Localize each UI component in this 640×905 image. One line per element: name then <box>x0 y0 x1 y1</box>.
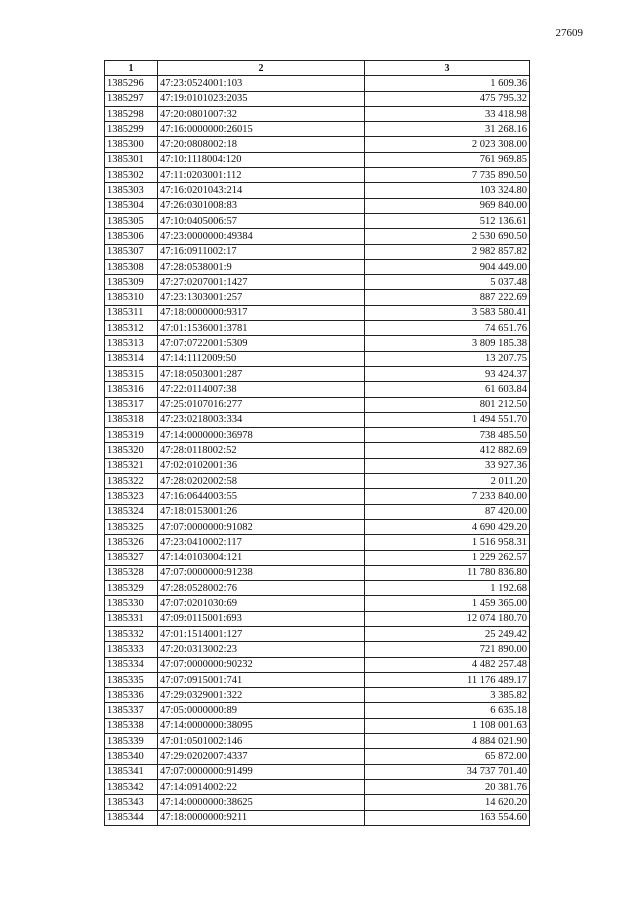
row-number-cell: 1385331 <box>105 611 158 626</box>
table-row <box>105 458 530 473</box>
table-row <box>105 779 530 794</box>
table-row <box>105 305 530 320</box>
value-cell: 25 249.42 <box>365 626 530 641</box>
table-row <box>105 764 530 779</box>
table-row <box>105 183 530 198</box>
value-cell: 65 872.00 <box>365 749 530 764</box>
row-number-cell: 1385300 <box>105 137 158 152</box>
table-row <box>105 443 530 458</box>
cadastral-id-cell: 47:14:0000000:36978 <box>158 428 365 443</box>
row-number-cell: 1385316 <box>105 382 158 397</box>
cadastral-id-cell: 47:18:0153001:26 <box>158 504 365 519</box>
table-row <box>105 336 530 351</box>
cadastral-id-cell: 47:05:0000000:89 <box>158 703 365 718</box>
value-cell: 3 583 580.41 <box>365 305 530 320</box>
row-number-cell: 1385303 <box>105 183 158 198</box>
value-cell: 887 222.69 <box>365 290 530 305</box>
cadastral-id-cell: 47:01:0501002:146 <box>158 734 365 749</box>
table-row <box>105 535 530 550</box>
table-row <box>105 672 530 687</box>
value-cell: 721 890.00 <box>365 642 530 657</box>
table-row <box>105 504 530 519</box>
table-row <box>105 106 530 121</box>
value-cell: 2 530 690.50 <box>365 229 530 244</box>
cadastral-id-cell: 47:11:0203001:112 <box>158 168 365 183</box>
table-row <box>105 688 530 703</box>
table-row <box>105 657 530 672</box>
value-cell: 2 011.20 <box>365 474 530 489</box>
table-row <box>105 397 530 412</box>
table-row <box>105 550 530 565</box>
cadastral-id-cell: 47:20:0313002:23 <box>158 642 365 657</box>
row-number-cell: 1385311 <box>105 305 158 320</box>
row-number-cell: 1385334 <box>105 657 158 672</box>
cadastral-id-cell: 47:14:0000000:38625 <box>158 795 365 810</box>
row-number-cell: 1385320 <box>105 443 158 458</box>
value-cell: 904 449.00 <box>365 259 530 274</box>
cadastral-id-cell: 47:07:0000000:91499 <box>158 764 365 779</box>
value-cell: 31 268.16 <box>365 122 530 137</box>
row-number-cell: 1385340 <box>105 749 158 764</box>
cadastral-id-cell: 47:29:0329001:322 <box>158 688 365 703</box>
cadastral-value-table <box>104 60 530 826</box>
table-row <box>105 428 530 443</box>
cadastral-id-cell: 47:25:0107016:277 <box>158 397 365 412</box>
row-number-cell: 1385298 <box>105 106 158 121</box>
table-row <box>105 382 530 397</box>
cadastral-id-cell: 47:28:0538001:9 <box>158 259 365 274</box>
value-cell: 3 809 185.38 <box>365 336 530 351</box>
value-cell: 738 485.50 <box>365 428 530 443</box>
row-number-cell: 1385299 <box>105 122 158 137</box>
row-number-cell: 1385333 <box>105 642 158 657</box>
value-cell: 61 603.84 <box>365 382 530 397</box>
cadastral-id-cell: 47:16:0644003:55 <box>158 489 365 504</box>
row-number-cell: 1385337 <box>105 703 158 718</box>
value-cell: 1 516 958.31 <box>365 535 530 550</box>
cadastral-id-cell: 47:28:0528002:76 <box>158 581 365 596</box>
row-number-cell: 1385329 <box>105 581 158 596</box>
column-header-value: 3 <box>365 61 530 76</box>
cadastral-id-cell: 47:16:0911002:17 <box>158 244 365 259</box>
cadastral-id-cell: 47:14:0914002:22 <box>158 779 365 794</box>
row-number-cell: 1385297 <box>105 91 158 106</box>
cadastral-id-cell: 47:01:1514001:127 <box>158 626 365 641</box>
value-cell: 4 690 429.20 <box>365 519 530 534</box>
table-row <box>105 474 530 489</box>
cadastral-id-cell: 47:20:0808002:18 <box>158 137 365 152</box>
cadastral-id-cell: 47:10:1118004:120 <box>158 152 365 167</box>
table-row <box>105 810 530 825</box>
row-number-cell: 1385327 <box>105 550 158 565</box>
table-row <box>105 168 530 183</box>
value-cell: 1 459 365.00 <box>365 596 530 611</box>
table-row <box>105 626 530 641</box>
value-cell: 4 482 257.48 <box>365 657 530 672</box>
value-cell: 87 420.00 <box>365 504 530 519</box>
row-number-cell: 1385338 <box>105 718 158 733</box>
cadastral-id-cell: 47:26:0301008:83 <box>158 198 365 213</box>
cadastral-id-cell: 47:07:0201030:69 <box>158 596 365 611</box>
row-number-cell: 1385343 <box>105 795 158 810</box>
row-number-cell: 1385341 <box>105 764 158 779</box>
cadastral-id-cell: 47:16:0000000:26015 <box>158 122 365 137</box>
value-cell: 93 424.37 <box>365 366 530 381</box>
cadastral-id-cell: 47:27:0207001:1427 <box>158 275 365 290</box>
row-number-cell: 1385315 <box>105 366 158 381</box>
row-number-cell: 1385319 <box>105 428 158 443</box>
value-cell: 34 737 701.40 <box>365 764 530 779</box>
row-number-cell: 1385306 <box>105 229 158 244</box>
value-cell: 1 108 001.63 <box>365 718 530 733</box>
row-number-cell: 1385325 <box>105 519 158 534</box>
cadastral-id-cell: 47:22:0114007:38 <box>158 382 365 397</box>
cadastral-id-cell: 47:23:0410002:117 <box>158 535 365 550</box>
cadastral-id-cell: 47:20:0801007:32 <box>158 106 365 121</box>
cadastral-id-cell: 47:07:0722001:5309 <box>158 336 365 351</box>
cadastral-id-cell: 47:16:0201043:214 <box>158 183 365 198</box>
table-row <box>105 581 530 596</box>
table-row <box>105 596 530 611</box>
table-row <box>105 244 530 259</box>
cadastral-id-cell: 47:14:0000000:38095 <box>158 718 365 733</box>
table-row <box>105 565 530 580</box>
table-row <box>105 137 530 152</box>
cadastral-id-cell: 47:14:0103004:121 <box>158 550 365 565</box>
table-row <box>105 734 530 749</box>
table-row <box>105 412 530 427</box>
table-row <box>105 366 530 381</box>
row-number-cell: 1385313 <box>105 336 158 351</box>
cadastral-id-cell: 47:18:0503001:287 <box>158 366 365 381</box>
row-number-cell: 1385322 <box>105 474 158 489</box>
row-number-cell: 1385328 <box>105 565 158 580</box>
page-number: 27609 <box>555 27 583 39</box>
table-row <box>105 718 530 733</box>
table-row <box>105 213 530 228</box>
cadastral-id-cell: 47:23:1303001:257 <box>158 290 365 305</box>
table-row <box>105 91 530 106</box>
cadastral-id-cell: 47:07:0000000:91082 <box>158 519 365 534</box>
row-number-cell: 1385296 <box>105 76 158 91</box>
cadastral-id-cell: 47:28:0118002:52 <box>158 443 365 458</box>
row-number-cell: 1385330 <box>105 596 158 611</box>
row-number-cell: 1385301 <box>105 152 158 167</box>
row-number-cell: 1385302 <box>105 168 158 183</box>
cadastral-id-cell: 47:19:0101023:2035 <box>158 91 365 106</box>
cadastral-id-cell: 47:07:0915001:741 <box>158 672 365 687</box>
value-cell: 512 136.61 <box>365 213 530 228</box>
table-row <box>105 76 530 91</box>
table-row <box>105 275 530 290</box>
cadastral-id-cell: 47:07:0000000:91238 <box>158 565 365 580</box>
value-cell: 801 212.50 <box>365 397 530 412</box>
table-row <box>105 519 530 534</box>
row-number-cell: 1385312 <box>105 321 158 336</box>
value-cell: 33 927.36 <box>365 458 530 473</box>
table-row <box>105 122 530 137</box>
value-cell: 3 385.82 <box>365 688 530 703</box>
value-cell: 1 494 551.70 <box>365 412 530 427</box>
table-row <box>105 290 530 305</box>
table-row <box>105 795 530 810</box>
value-cell: 74 651.76 <box>365 321 530 336</box>
value-cell: 2 023 308.00 <box>365 137 530 152</box>
cadastral-id-cell: 47:23:0000000:49384 <box>158 229 365 244</box>
value-cell: 761 969.85 <box>365 152 530 167</box>
table-header-row <box>105 61 530 76</box>
value-cell: 7 233 840.00 <box>365 489 530 504</box>
value-cell: 33 418.98 <box>365 106 530 121</box>
cadastral-id-cell: 47:18:0000000:9317 <box>158 305 365 320</box>
cadastral-id-cell: 47:02:0102001:36 <box>158 458 365 473</box>
value-cell: 1 229 262.57 <box>365 550 530 565</box>
cadastral-id-cell: 47:23:0524001:103 <box>158 76 365 91</box>
row-number-cell: 1385308 <box>105 259 158 274</box>
table-row <box>105 351 530 366</box>
table-row <box>105 703 530 718</box>
value-cell: 20 381.76 <box>365 779 530 794</box>
row-number-cell: 1385318 <box>105 412 158 427</box>
value-cell: 2 982 857.82 <box>365 244 530 259</box>
row-number-cell: 1385344 <box>105 810 158 825</box>
row-number-cell: 1385323 <box>105 489 158 504</box>
table-row <box>105 642 530 657</box>
value-cell: 14 620.20 <box>365 795 530 810</box>
value-cell: 11 176 489.17 <box>365 672 530 687</box>
row-number-cell: 1385332 <box>105 626 158 641</box>
row-number-cell: 1385307 <box>105 244 158 259</box>
cadastral-id-cell: 47:23:0218003:334 <box>158 412 365 427</box>
cadastral-id-cell: 47:10:0405006:57 <box>158 213 365 228</box>
row-number-cell: 1385305 <box>105 213 158 228</box>
cadastral-id-cell: 47:09:0115001:693 <box>158 611 365 626</box>
value-cell: 13 207.75 <box>365 351 530 366</box>
cadastral-id-cell: 47:01:1536001:3781 <box>158 321 365 336</box>
value-cell: 103 324.80 <box>365 183 530 198</box>
value-cell: 475 795.32 <box>365 91 530 106</box>
table-row <box>105 229 530 244</box>
row-number-cell: 1385342 <box>105 779 158 794</box>
column-header-cadastral-id: 2 <box>158 61 365 76</box>
table-row <box>105 259 530 274</box>
table-row <box>105 198 530 213</box>
value-cell: 163 554.60 <box>365 810 530 825</box>
table-row <box>105 321 530 336</box>
cadastral-id-cell: 47:07:0000000:90232 <box>158 657 365 672</box>
row-number-cell: 1385317 <box>105 397 158 412</box>
table-row <box>105 152 530 167</box>
cadastral-id-cell: 47:18:0000000:9211 <box>158 810 365 825</box>
table-row <box>105 611 530 626</box>
table-row <box>105 489 530 504</box>
value-cell: 6 635.18 <box>365 703 530 718</box>
value-cell: 412 882.69 <box>365 443 530 458</box>
value-cell: 969 840.00 <box>365 198 530 213</box>
column-header-number: 1 <box>105 61 158 76</box>
value-cell: 11 780 836.80 <box>365 565 530 580</box>
value-cell: 1 609.36 <box>365 76 530 91</box>
row-number-cell: 1385309 <box>105 275 158 290</box>
row-number-cell: 1385314 <box>105 351 158 366</box>
row-number-cell: 1385339 <box>105 734 158 749</box>
cadastral-id-cell: 47:14:1112009:50 <box>158 351 365 366</box>
row-number-cell: 1385326 <box>105 535 158 550</box>
row-number-cell: 1385310 <box>105 290 158 305</box>
value-cell: 4 884 021.90 <box>365 734 530 749</box>
row-number-cell: 1385304 <box>105 198 158 213</box>
row-number-cell: 1385336 <box>105 688 158 703</box>
row-number-cell: 1385324 <box>105 504 158 519</box>
cadastral-id-cell: 47:28:0202002:58 <box>158 474 365 489</box>
cadastral-id-cell: 47:29:0202007:4337 <box>158 749 365 764</box>
value-cell: 12 074 180.70 <box>365 611 530 626</box>
table-row <box>105 749 530 764</box>
row-number-cell: 1385321 <box>105 458 158 473</box>
table-body <box>105 76 530 826</box>
value-cell: 1 192.68 <box>365 581 530 596</box>
row-number-cell: 1385335 <box>105 672 158 687</box>
value-cell: 5 037.48 <box>365 275 530 290</box>
value-cell: 7 735 890.50 <box>365 168 530 183</box>
